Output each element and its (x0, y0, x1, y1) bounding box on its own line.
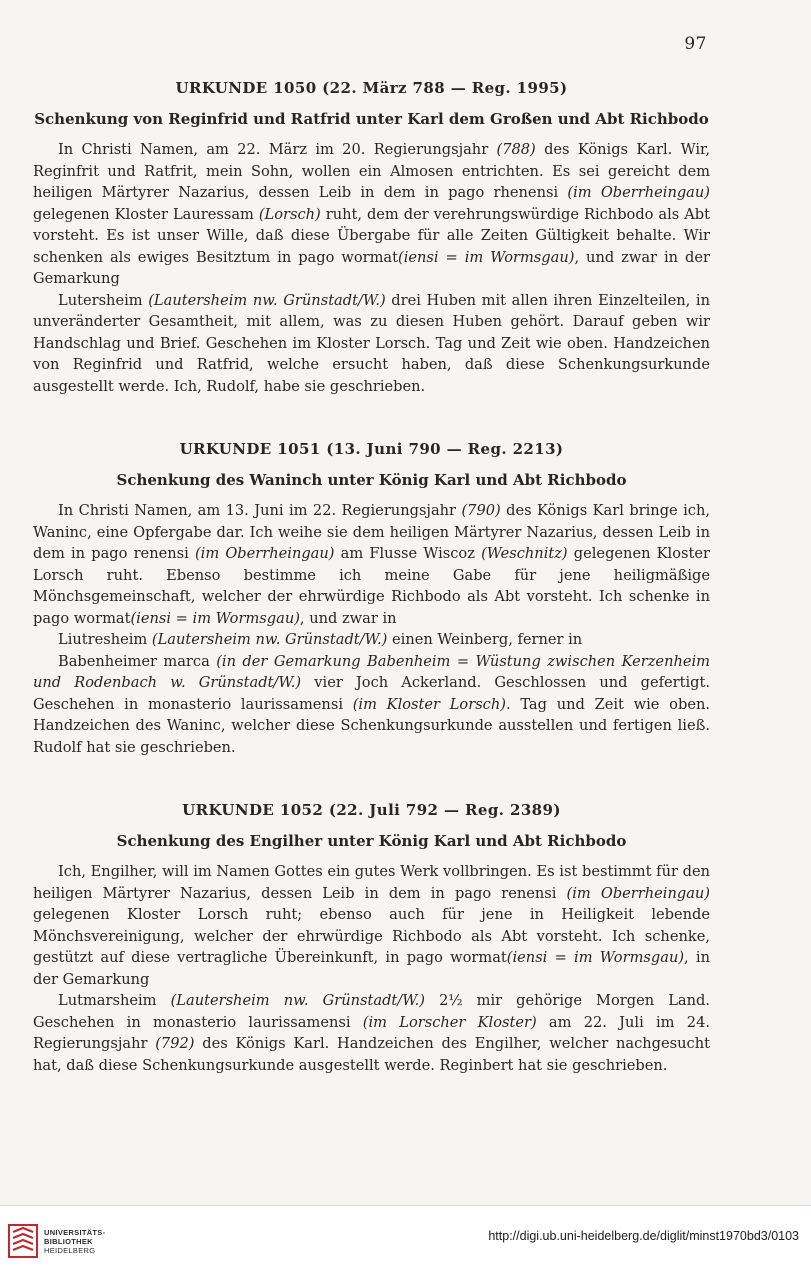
paragraph: Lutersheim (Lautersheim nw. Grünstadt/W.) drei Huben mit allen ihren Einzelteilen, in unveränderter Gesamtheit, mit allem, was zu diesen Huben gehört. Darauf geben wir Handschlag und Brief. Geschehen im Kloster Lorsch. Tag und Zeit wie oben. Handzeichen von Reginfrid und Ratfrid, welche ersucht haben, daß diese Schenkungsurkunde ausgestellt werde. Ich, Rudolf, habe sie geschrieben. (33, 291, 710, 395)
urkunde-1052 (33, 800, 710, 1076)
urkunde-heading: URKUNDE 1051 (13. Juni 790 — Reg. 2213) (179, 440, 564, 458)
urkunde-subheading: Schenkung des Waninch unter König Karl und Abt Richbodo (116, 470, 627, 489)
paragraph: Babenheimer marca (in der Gemarkung Babenheim = Wüstung zwischen Kerzenheim und Rodenbach w. Grünstadt/W.) vier Joch Ackerland. Geschlossen und gefertigt. Geschehen in monasterio laurissamensi (im Kloster Lorsch). Tag und Zeit wie oben. Handzeichen des Waninc, welcher diese Schenkungsurkunde ausstellen und fertigen ließ. Rudolf hat sie geschrieben. (33, 652, 711, 756)
footer-bar (0, 1205, 811, 1275)
document-body (33, 78, 710, 1118)
library-logo[interactable] (8, 1224, 105, 1258)
library-logo-text: UNIVERSITÄTS- BIBLIOTHEK HEIDELBERG (44, 1227, 106, 1255)
urkunde-subheading: Schenkung von Reginfrid und Ratfrid unter Karl dem Großen und Abt Richbodo (34, 109, 709, 128)
paragraph: Ich, Engilher, will im Namen Gottes ein gutes Werk vollbringen. Es ist bestimmt für den heiligen Märtyrer Nazarius, dessen Leib in dem in pago renensi (im Oberrheingau) gelegenen Kloster Lorsch ruht; ebenso auch für jene in Heiligkeit lebende Mönchsvereinigung, welcher der ehrwürdige Richbodo als Abt vorsteht. Ich schenke, gestützt auf diese vertragliche Übereinkunft, in pago wormat(iensi = im Wormsgau), in der Gemarkung (33, 863, 710, 988)
urkunde-1050 (33, 78, 710, 397)
paragraph: In Christi Namen, am 13. Juni im 22. Regierungsjahr (790) des Königs Karl bringe ich, Waninc, eine Opfergabe dar. Ich weihe sie dem heiligen Märtyrer Nazarius, dessen Leib in dem in pago renensi (im Oberrheingau) am Flusse Wiscoz (Weschnitz) gelegenen Kloster Lorsch ruht. Ebenso bestimme ich meine Gabe für jene heiligmäßige Mönchsgemeinschaft, welcher der ehrwürdige Richbodo als Abt vorsteht. Ich schenke in pago wormat(iensi = im Wormsgau), und zwar in (33, 502, 710, 627)
paragraph: Liutresheim (Lautersheim nw. Grünstadt/W.) einen Weinberg, ferner in (58, 631, 583, 648)
page-number: 97 (684, 34, 707, 54)
paragraph: Lutmarsheim (Lautersheim nw. Grünstadt/W.) 2½ mir gehörige Morgen Land. Geschehen in monasterio laurissamensi (im Lorscher Kloster) am 22. Juli im 24. Regierungsjahr (792) des Königs Karl. Handzeichen des Engilher, welcher nachgesucht hat, daß diese Schenkungsurkunde ausgestellt werde. Reginbert hat sie geschrieben. (33, 992, 711, 1074)
paragraph: In Christi Namen, am 22. März im 20. Regierungsjahr (788) des Königs Karl. Wir, Reginfrit und Ratfrit, mein Sohn, wollen ein Almosen entrichten. Es sei gereicht dem heiligen Märtyrer Nazarius, dessen Leib in dem in pago rhenensi (im Oberrheingau) gelegenen Kloster Lauressam (Lorsch) ruht, dem der verehrungswürdige Richbodo als Abt vorsteht. Es ist unser Wille, daß diese Übergabe für alle Zeiten Gültigkeit behalte. Wir schenken als ewiges Besitztum in pago wormat(iensi = im Wormsgau), und zwar in der Gemarkung (33, 141, 710, 287)
urkunde-heading: URKUNDE 1052 (22. Juli 792 — Reg. 2389) (182, 801, 561, 819)
urkunde-subheading: Schenkung des Engilher unter König Karl und Abt Richbodo (116, 831, 627, 850)
source-url-link[interactable]: http://digi.ub.uni-heidelberg.de/diglit/minst1970bd3/0103 (488, 1229, 799, 1243)
urkunde-heading: URKUNDE 1050 (22. März 788 — Reg. 1995) (175, 79, 568, 97)
library-logo-icon (8, 1224, 38, 1258)
urkunde-1051 (33, 439, 710, 758)
